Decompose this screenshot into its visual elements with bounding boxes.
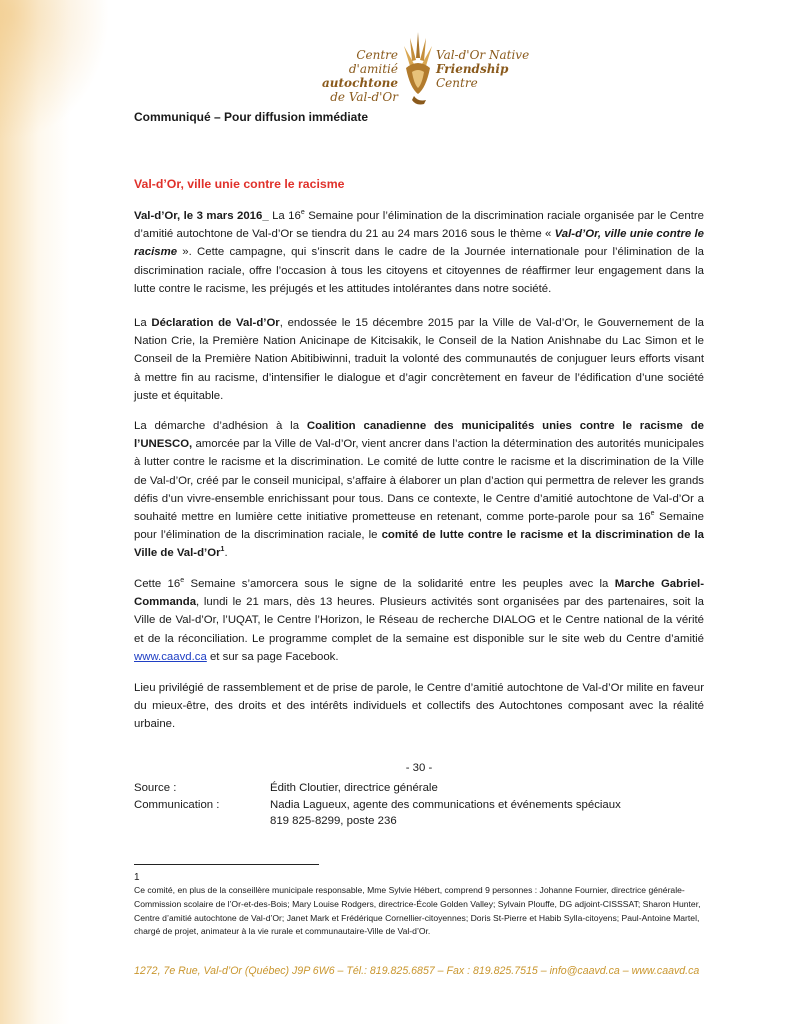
source-row: Source : Édith Cloutier, directrice générale	[134, 782, 438, 794]
footnote: 1 Ce comité, en plus de la conseillère municipale responsable, Mme Sylvie Hébert, comprend 9 personnes : Johanne Fournier, directrice générale-Commission scolaire de l’Or-et-des-Bois; Mary Louise Rodgers, directrice-École Golden Valley; Sylvain Plouffe, DG adjoint-CISSSAT; Sharon Hunter, Centre d’amitié autochtone de Val-d’Or; Janet Mark et Frédérique Cornellier-citoyennes; Doris St-Pierre et Habib Sylla-citoyens; Paul-Antoine Martel, chargé de projet, animateur à la vie rurale et communautaire-Ville de Val-d’Or.	[134, 872, 701, 937]
communication-row: Communication : Nadia Lagueux, agente des communications et événements spéciaux	[134, 798, 621, 811]
decorative-side-band	[0, 0, 70, 1024]
headline: Val-d’Or, ville unie contre le racisme	[134, 177, 345, 191]
logo-text-english: Val-d'Or Native Friendship Centre	[436, 48, 530, 90]
release-label: Communiqué – Pour diffusion immédiate	[134, 110, 369, 124]
contact-block	[134, 780, 621, 830]
body-text	[134, 207, 704, 298]
paragraph-4: Cette 16e Semaine s’amorcera sous le signe de la solidarité entre les peuples avec la Marche Gabriel-Commanda, lundi le 21 mars, dès 13 heures. Plusieurs activités sont organisées par des partenaires, soit la Ville de Val-d’Or, l’UQAT, le Centre l’Horizon, le Réseau de recherche DIALOG et le Centre national de la vérité et de la réconciliation. Le programme complet de la semaine est disponible sur le site web du Centre d’amitié www.caavd.ca et sur sa page Facebook.	[134, 577, 704, 663]
footnote-reference: 1	[220, 546, 225, 554]
letterhead-logo	[300, 28, 540, 110]
phone-row: 819 825-8299, poste 236	[270, 815, 397, 827]
hands-feather-logo-icon	[396, 28, 440, 108]
paragraph-3: La démarche d’adhésion à la Coalition canadienne des municipalités unies contre le racisme de l’UNESCO, amorcée par la Ville de Val-d’Or, vient ancrer dans l’action la détermination des autorités municipales à lutter contre le racisme et la discrimination. Le comité de lutte contre le racisme et la discrimination de la Ville de Val-d’Or, créé par le conseil municipal, s’affaire à élaborer un plan d’action qui permettra de relever les grands défis d’un vivre-ensemble enrichissant pour tous. Dans ce contexte, le Centre d’amitié autochtone de Val-d’Or a souhaité mettre en lumière cette initiative prometteuse en retenant, comme porte-parole pour sa 16e Semaine pour l’élimination de la discrimination raciale, le comité de lutte contre le racisme et la discrimination de la Ville de Val-d’Or$^1$.	[134, 420, 705, 560]
logo-text-french: Centre d'amitié autochtone de Val-d'Or	[322, 48, 398, 104]
paragraph-1: Val-d’Or, le 3 mars 2016_ La 16e Semaine pour l’élimination de la discrimination raciale organisée par le Centre d’amitié autochtone de Val-d’Or se tiendra du 21 au 24 mars 2016 sous le thème « Val-d’Or, ville unie contre le racisme ». Cette campagne, qui s’inscrit dans le cadre de la Journée internationale pour l’élimination de la discrimination raciale, offre l’occasion à tous les citoyens et citoyennes de réaffirmer leur engagement dans la lutte contre le racisme, les préjugés et les attitudes intolérantes dans notre société.	[134, 209, 705, 295]
website-link[interactable]: www.caavd.ca	[134, 650, 207, 663]
paragraph-2: La Déclaration de Val-d’Or, endossée le 15 décembre 2015 par la Ville de Val-d’Or, le Gouvernement de la Nation Crie, la Première Nation Anicinape de Kitcisakik, le Conseil de la Nation Anishnabe du Lac Simon et le Conseil de la Première Nation Abitibiwinni, traduit la volonté des communautés de conjuguer leurs efforts visant à mettre fin au racisme, d’intensifier le dialogue et d’agir concrètement en faveur de l’édification d’une société juste et équitable.	[134, 317, 704, 402]
end-marker: - 30 -	[405, 762, 433, 774]
footer-address: 1272, 7e Rue, Val-d’Or (Québec) J9P 6W6 – Tél.: 819.825.6857 – Fax : 819.825.7515 – info@caavd.ca – www.caavd.ca	[134, 965, 700, 977]
footnote-divider	[134, 864, 319, 865]
paragraph-5: Lieu privilégié de rassemblement et de prise de parole, le Centre d’amitié autochtone de Val-d’Or milite en faveur du mieux-être, des droits et des intérêts individuels et collectifs des Autochtones composant avec la réalité urbaine.	[134, 682, 704, 731]
